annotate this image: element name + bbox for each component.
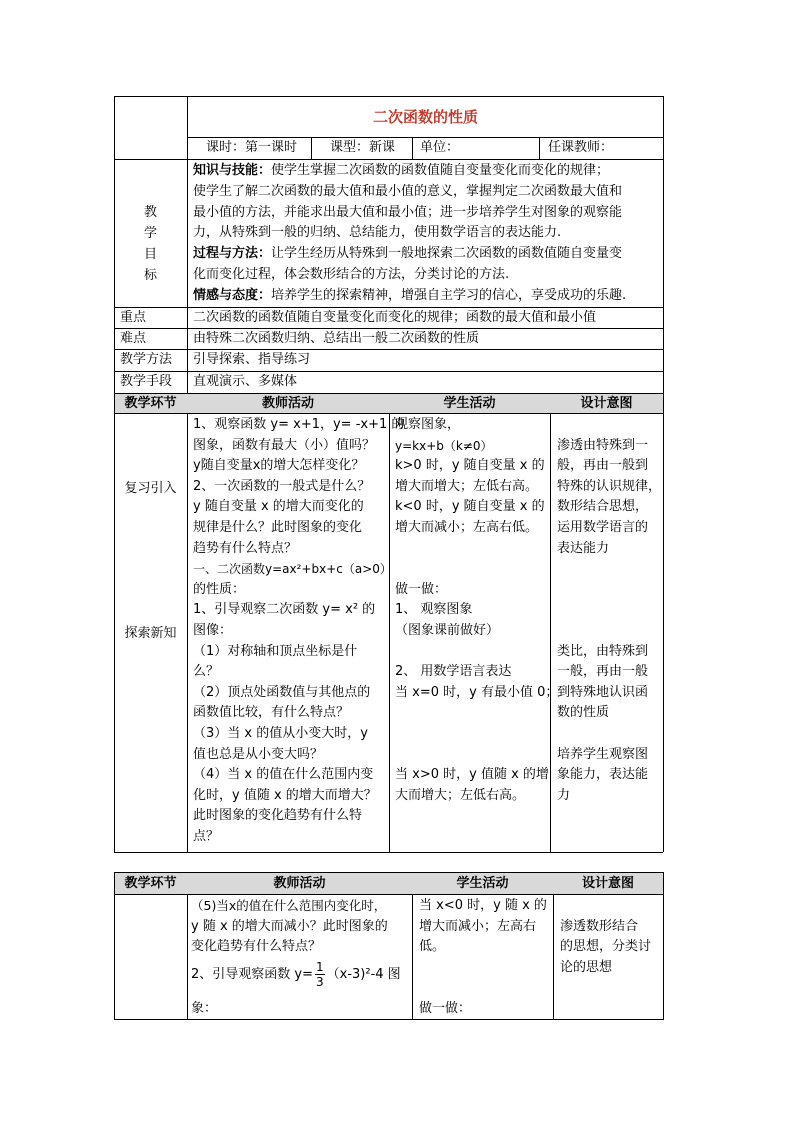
stage-explore: 探索新知 — [124, 626, 177, 641]
teacher-label: 任课教师： — [548, 140, 614, 155]
formula-line: 2、引导观察函数 y= $\frac{1}{3}$ （x-3)²-4 图 — [191, 960, 401, 989]
process-heading: 过程与方法： — [193, 246, 272, 261]
header-design-2: 设计意图 — [581, 876, 634, 891]
difficulties-label: 难点 — [120, 331, 147, 346]
document-title: 二次函数的性质 — [372, 108, 478, 126]
header-teacher-2: 教师活动 — [273, 876, 326, 891]
method-value: 引导探索、指导练习 — [193, 352, 311, 367]
header-student: 学生活动 — [443, 396, 496, 411]
unit-label: 单位： — [420, 140, 460, 155]
lesson-type-label: 课型：新课 — [330, 140, 396, 155]
key-points-value: 二次函数的函数值随自变量变化而变化的规律；函数的最大值和最小值 — [193, 310, 597, 325]
means-label: 教学手段 — [120, 374, 173, 389]
method-label: 教学方法 — [120, 352, 173, 367]
header-stage-2: 教学环节 — [124, 876, 177, 891]
stage-review: 复习引入 — [124, 481, 177, 496]
header-design: 设计意图 — [580, 396, 633, 411]
header-student-2: 学生活动 — [456, 876, 509, 891]
difficulties-value: 由特殊二次函数归纳、总结出一般二次函数的性质 — [193, 331, 480, 346]
fraction-one-third: $\frac{1}{3}$ — [316, 960, 324, 989]
period-label: 课时：第一课时 — [206, 140, 298, 155]
means-value: 直观演示、多媒体 — [193, 374, 298, 389]
knowledge-heading: 知识与技能： — [193, 163, 272, 178]
attitude-heading: 情感与态度： — [193, 288, 272, 303]
key-points-label: 重点 — [120, 310, 147, 325]
header-teacher: 教师活动 — [261, 396, 314, 411]
header-stage: 教学环节 — [124, 396, 177, 411]
